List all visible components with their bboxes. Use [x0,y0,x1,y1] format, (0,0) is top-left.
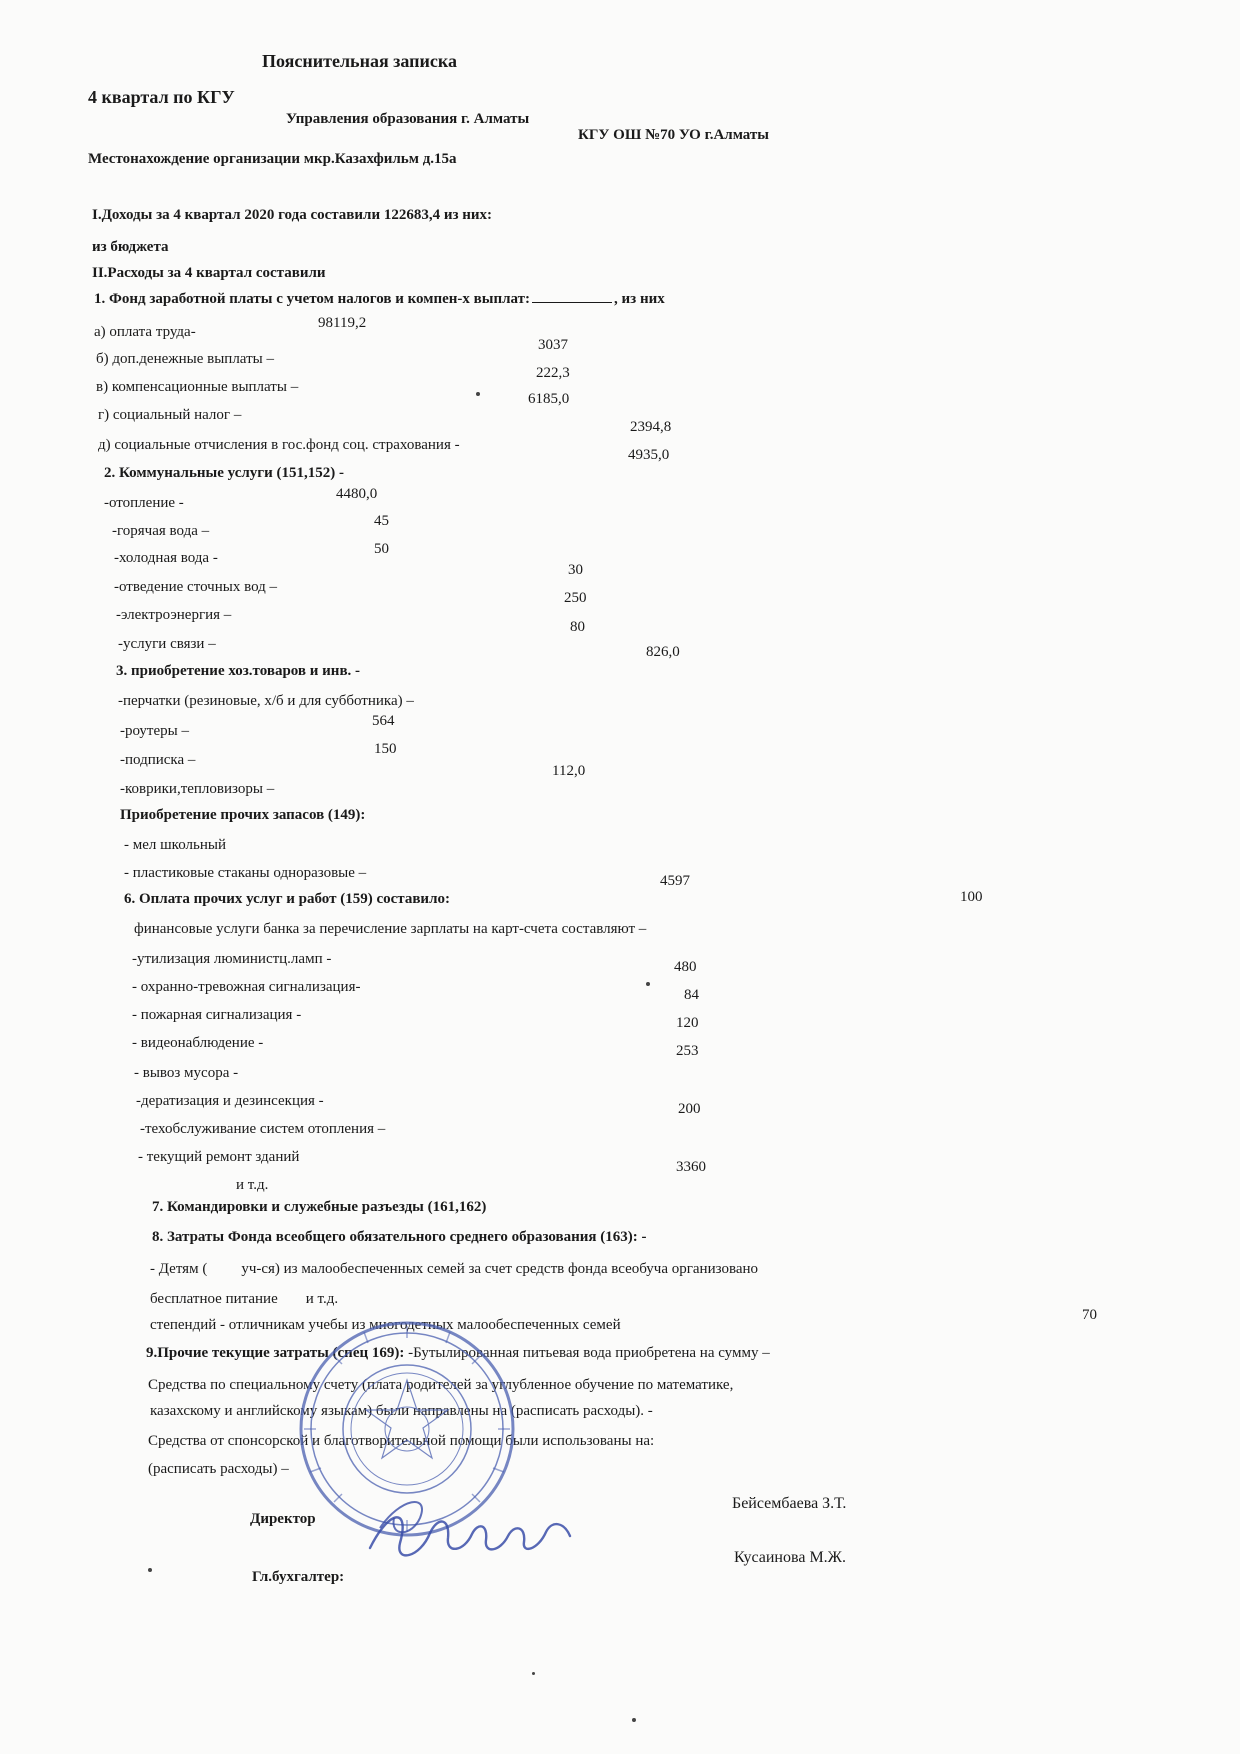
payroll-item: б) доп.денежные выплаты – [96,351,274,367]
payroll-value: 98119,2 [318,315,367,331]
utility-item: -услуги связи – [118,636,216,652]
utilities-heading: 2. Коммунальные услуги (151,152) - [104,465,344,481]
bank-fees-label: финансовые услуги банка за перечисление зарплаты на карт-счета составляют – [134,921,647,937]
payroll-value: 6185,0 [528,391,570,407]
fund-line-2: бесплатное питание и т.д. [150,1291,339,1307]
payroll-item: в) компенсационные выплаты – [96,379,299,395]
scan-speck [532,1672,535,1675]
other-line: 9.Прочие текущие затраты (спец 169): -Бутылированная питьевая вода приобретена на сумму – [146,1345,770,1361]
department-label: Управления образования г. Алматы [286,111,530,127]
utility-value: 50 [374,541,389,557]
payroll-item: г) социальный налог – [98,407,242,423]
service-value: 3360 [676,1159,706,1175]
bank-fees-value: 100 [960,889,983,905]
goods-value: 150 [374,741,397,757]
etc-label: и т.д. [236,1177,269,1193]
goods-value: 112,0 [552,763,586,779]
service-item: -утилизация люминистц.ламп - [132,951,332,967]
service-item: - охранно-тревожная сигнализация- [132,979,361,995]
utility-item: -электроэнергия – [116,607,232,623]
goods-value: 564 [372,713,395,729]
payroll-item: а) оплата труда- [94,324,196,340]
utility-value: 30 [568,562,583,578]
services-heading: 6. Оплата прочих услуг и работ (159) составило: [124,891,450,907]
goods-item: -подписка – [120,752,196,768]
goods-item: -коврики,тепловизоры – [120,781,275,797]
services-total: 4597 [660,873,690,889]
accountant-name: Кусаинова М.Ж. [734,1549,846,1566]
quarter-label: 4 квартал по КГУ [88,87,235,107]
scan-speck [148,1568,152,1572]
fund-heading: 8. Затраты Фонда всеобщего обязательного среднего образования (163): - [152,1229,647,1245]
utility-item: -отведение сточных вод – [114,579,278,595]
payroll-blank [532,292,612,303]
fund-line-1: - Детям ( уч-ся) из малообеспеченных семей за счет средств фонда всеобуча организовано [150,1261,759,1277]
director-name: Бейсембаева З.Т. [732,1495,847,1512]
goods-heading: 3. приобретение хоз.товаров и инв. - [116,663,361,679]
payroll-item: д) социальные отчисления в гос.фонд соц. страхования - [98,437,460,453]
scan-speck [632,1718,636,1722]
goods-item: -перчатки (резиновые, х/б и для субботника) – [118,693,414,709]
income-budget: из бюджета [92,239,169,255]
stocks-item: - пластиковые стаканы одноразовые – [124,865,367,881]
utility-value: 45 [374,513,389,529]
utilities-total: 4935,0 [628,447,670,463]
organization-label: КГУ ОШ №70 УО г.Алматы [578,127,769,143]
service-item: -дератизация и дезинсекция - [136,1093,324,1109]
stocks-heading: Приобретение прочих запасов (149): [120,807,366,823]
service-value: 84 [684,987,699,1003]
special-line-1: Средства по специальному счету (плата родителей за углубленное обучение по математике, [148,1377,734,1393]
payroll-value: 2394,8 [630,419,672,435]
sponsor-line-1: Средства от спонсорской и благотворительной помощи были использованы на: [148,1433,655,1449]
utility-value: 250 [564,590,587,606]
service-item: - видеонаблюдение - [132,1035,264,1051]
utility-value: 4480,0 [336,486,378,502]
service-item: -техобслуживание систем отопления – [140,1121,386,1137]
service-value: 253 [676,1043,699,1059]
service-item: - вывоз мусора - [134,1065,239,1081]
service-item: - пожарная сигнализация - [132,1007,302,1023]
payroll-value: 3037 [538,337,568,353]
fund-line-3: степендий - отличникам учебы из многодетных малообеспеченных семей [150,1317,621,1333]
goods-item: -роутеры – [120,723,189,739]
utility-item: -холодная вода - [114,550,218,566]
payroll-value: 222,3 [536,365,570,381]
document-title: Пояснительная записка [262,51,458,71]
goods-total: 826,0 [646,644,680,660]
service-value: 480 [674,959,697,975]
service-item: - текущий ремонт зданий [138,1149,300,1165]
stocks-item: - мел школьный [124,837,226,853]
special-line-2: казахскому и английскому языкам) были направлены на (расписать расходы). - [150,1403,653,1419]
accountant-label: Гл.бухгалтер: [252,1569,345,1585]
service-value: 200 [678,1101,701,1117]
other-value: 70 [1082,1307,1097,1323]
scan-speck [476,392,480,396]
utility-item: -отопление - [104,495,184,511]
sponsor-line-2: (расписать расходы) – [148,1461,289,1477]
location-label: Местонахождение организации мкр.Казахфильм д.15а [88,151,457,167]
service-value: 120 [676,1015,699,1031]
income-heading: I.Доходы за 4 квартал 2020 года составили 122683,4 из них: [92,207,493,223]
scan-speck [646,982,650,986]
utility-item: -горячая вода – [112,523,210,539]
handwritten-signature [360,1488,580,1578]
director-label: Директор [250,1511,316,1527]
expenses-heading: II.Расходы за 4 квартал составили [92,265,326,281]
utility-value: 80 [570,619,585,635]
payroll-heading: 1. Фонд заработной платы с учетом налогов и компен-х выплат: , из них [94,291,665,307]
travel-heading: 7. Командировки и служебные разъезды (161,162) [152,1199,487,1215]
